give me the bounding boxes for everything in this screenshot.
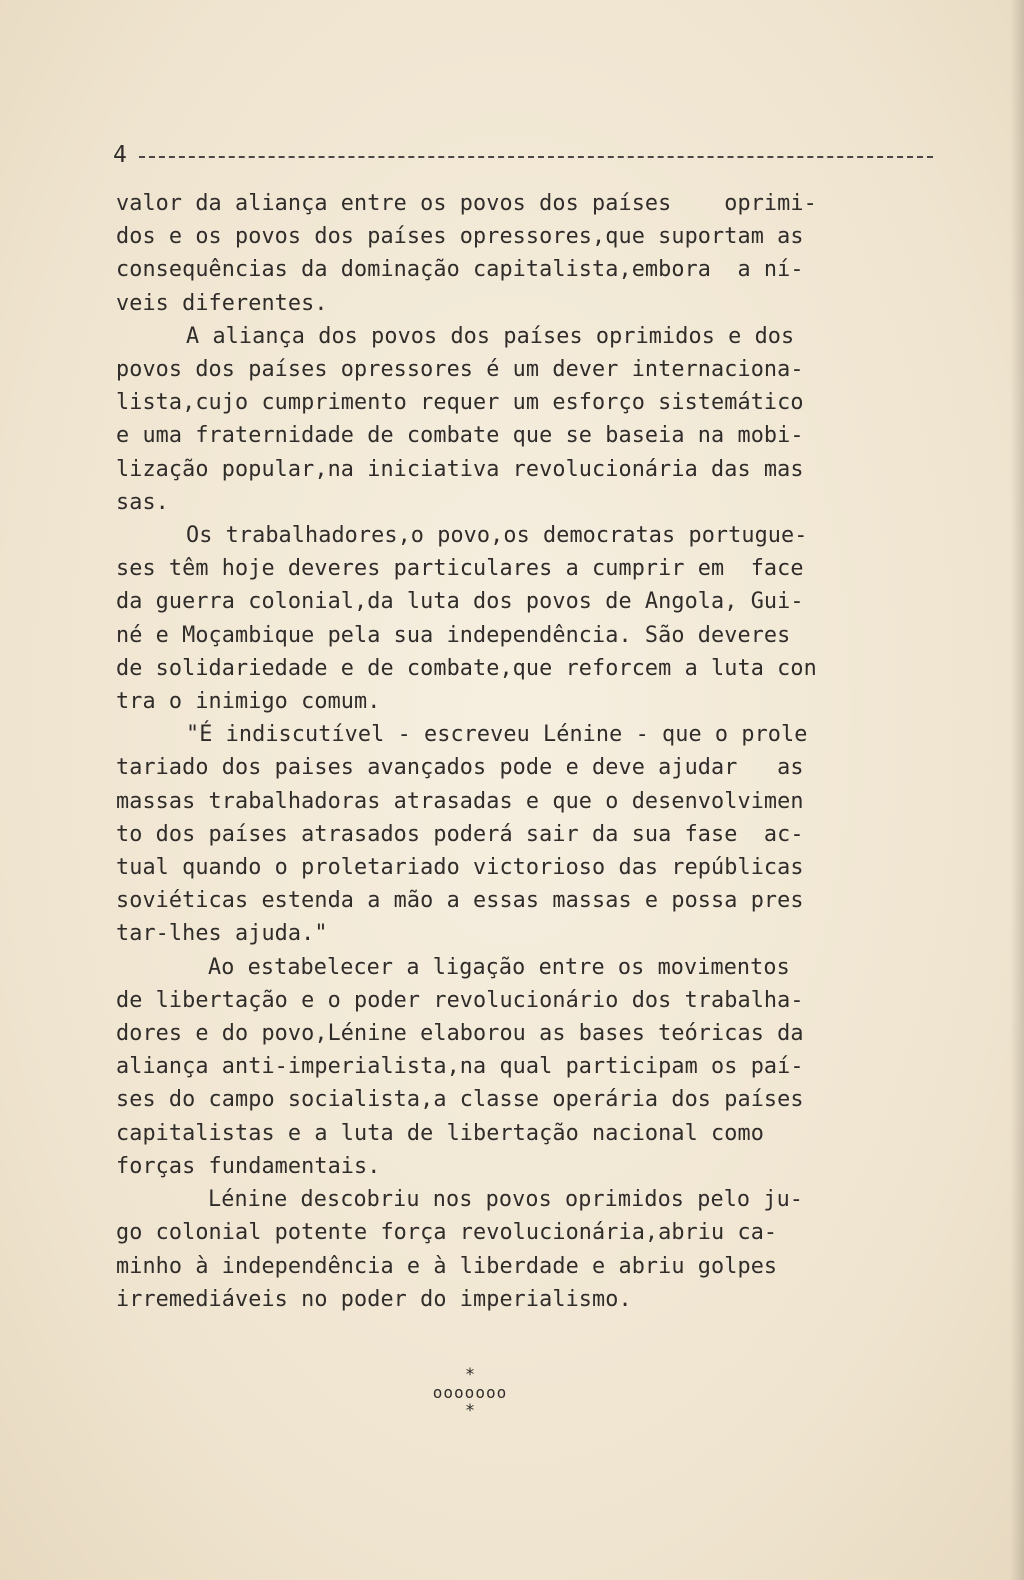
text-line: lista,cujo cumprimento requer um esforço sistemático (116, 390, 804, 416)
paragraph-4-quotation (116, 718, 928, 950)
paragraph-1 (116, 187, 928, 320)
dashed-rule (139, 156, 933, 158)
text-line: capitalistas e a luta de libertação nacional como (116, 1120, 764, 1146)
text-line: lização popular,na iniciativa revolucionária das mas (116, 456, 804, 482)
text-line: veis diferentes. (116, 290, 328, 316)
text-line: go colonial potente força revolucionária,abriu ca- (116, 1220, 778, 1246)
text-line: tual quando o proletariado victorioso das repúblicas (116, 855, 804, 881)
asterisk-bottom: * (464, 1401, 476, 1421)
text-line: minho à independência e à liberdade e abriu golpes (116, 1253, 778, 1279)
text-line: tra o inimigo comum. (116, 689, 381, 715)
text-line: dores e do povo,Lénine elaborou as bases teóricas da (116, 1021, 804, 1047)
text-line: Os trabalhadores,o povo,os democratas portugue- (186, 523, 808, 549)
paragraph-5 (116, 951, 928, 1183)
end-of-text-mark (380, 1366, 560, 1420)
text-line: ses do campo socialista,a classe operária dos países (116, 1087, 804, 1113)
circle-row: ooooooo (432, 1383, 508, 1402)
text-line: tar-lhes ajuda." (116, 921, 328, 947)
text-line: forças fundamentais. (116, 1153, 381, 1179)
page-edge-shadow (1010, 0, 1024, 1580)
text-line: valor da aliança entre os povos dos países oprimi- (116, 191, 817, 216)
text-line: da guerra colonial,da luta dos povos de Angola, Gui- (116, 589, 804, 615)
text-line: né e Moçambique pela sua independência. São deveres (116, 622, 791, 648)
paragraph-6 (116, 1183, 928, 1316)
text-line: aliança anti-imperialista,na qual participam os paí- (116, 1054, 804, 1080)
text-line: dos e os povos dos países opressores,que suportam as (116, 224, 804, 250)
text-line: de solidariedade e de combate,que reforcem a luta con (116, 655, 817, 681)
text-line: soviéticas estenda a mão a essas massas e possa pres (116, 888, 804, 914)
text-line: povos dos países opressores é um dever internaciona- (116, 357, 804, 383)
text-line: to dos países atrasados poderá sair da sua fase ac- (116, 821, 804, 847)
body-text (116, 187, 928, 1316)
text-line: consequências da dominação capitalista,embora a ní- (116, 257, 804, 283)
text-line: sas. (116, 489, 169, 515)
text-line: Ao estabelecer a ligação entre os movimentos (208, 954, 790, 980)
page-number: 4 (113, 142, 127, 168)
text-line: massas trabalhadoras atrasadas e que o desenvolvimen (116, 788, 804, 814)
text-line: de libertação e o poder revolucionário dos trabalha- (116, 987, 804, 1013)
page-header (113, 140, 933, 170)
paragraph-2 (116, 320, 928, 519)
text-line: tariado dos paises avançados pode e deve ajudar as (116, 755, 804, 781)
asterisk-top: * (464, 1365, 476, 1385)
text-line: irremediáveis no poder do imperialismo. (116, 1286, 632, 1312)
text-line: Lénine descobriu nos povos oprimidos pelo ju- (208, 1187, 804, 1213)
text-line: e uma fraternidade de combate que se baseia na mobi- (116, 423, 804, 449)
text-line: "É indiscutível - escreveu Lénine - que o prole (186, 722, 808, 748)
paragraph-3 (116, 519, 928, 718)
text-line: A aliança dos povos dos países oprimidos e dos (186, 323, 795, 349)
text-line: ses têm hoje deveres particulares a cumprir em face (116, 556, 804, 582)
